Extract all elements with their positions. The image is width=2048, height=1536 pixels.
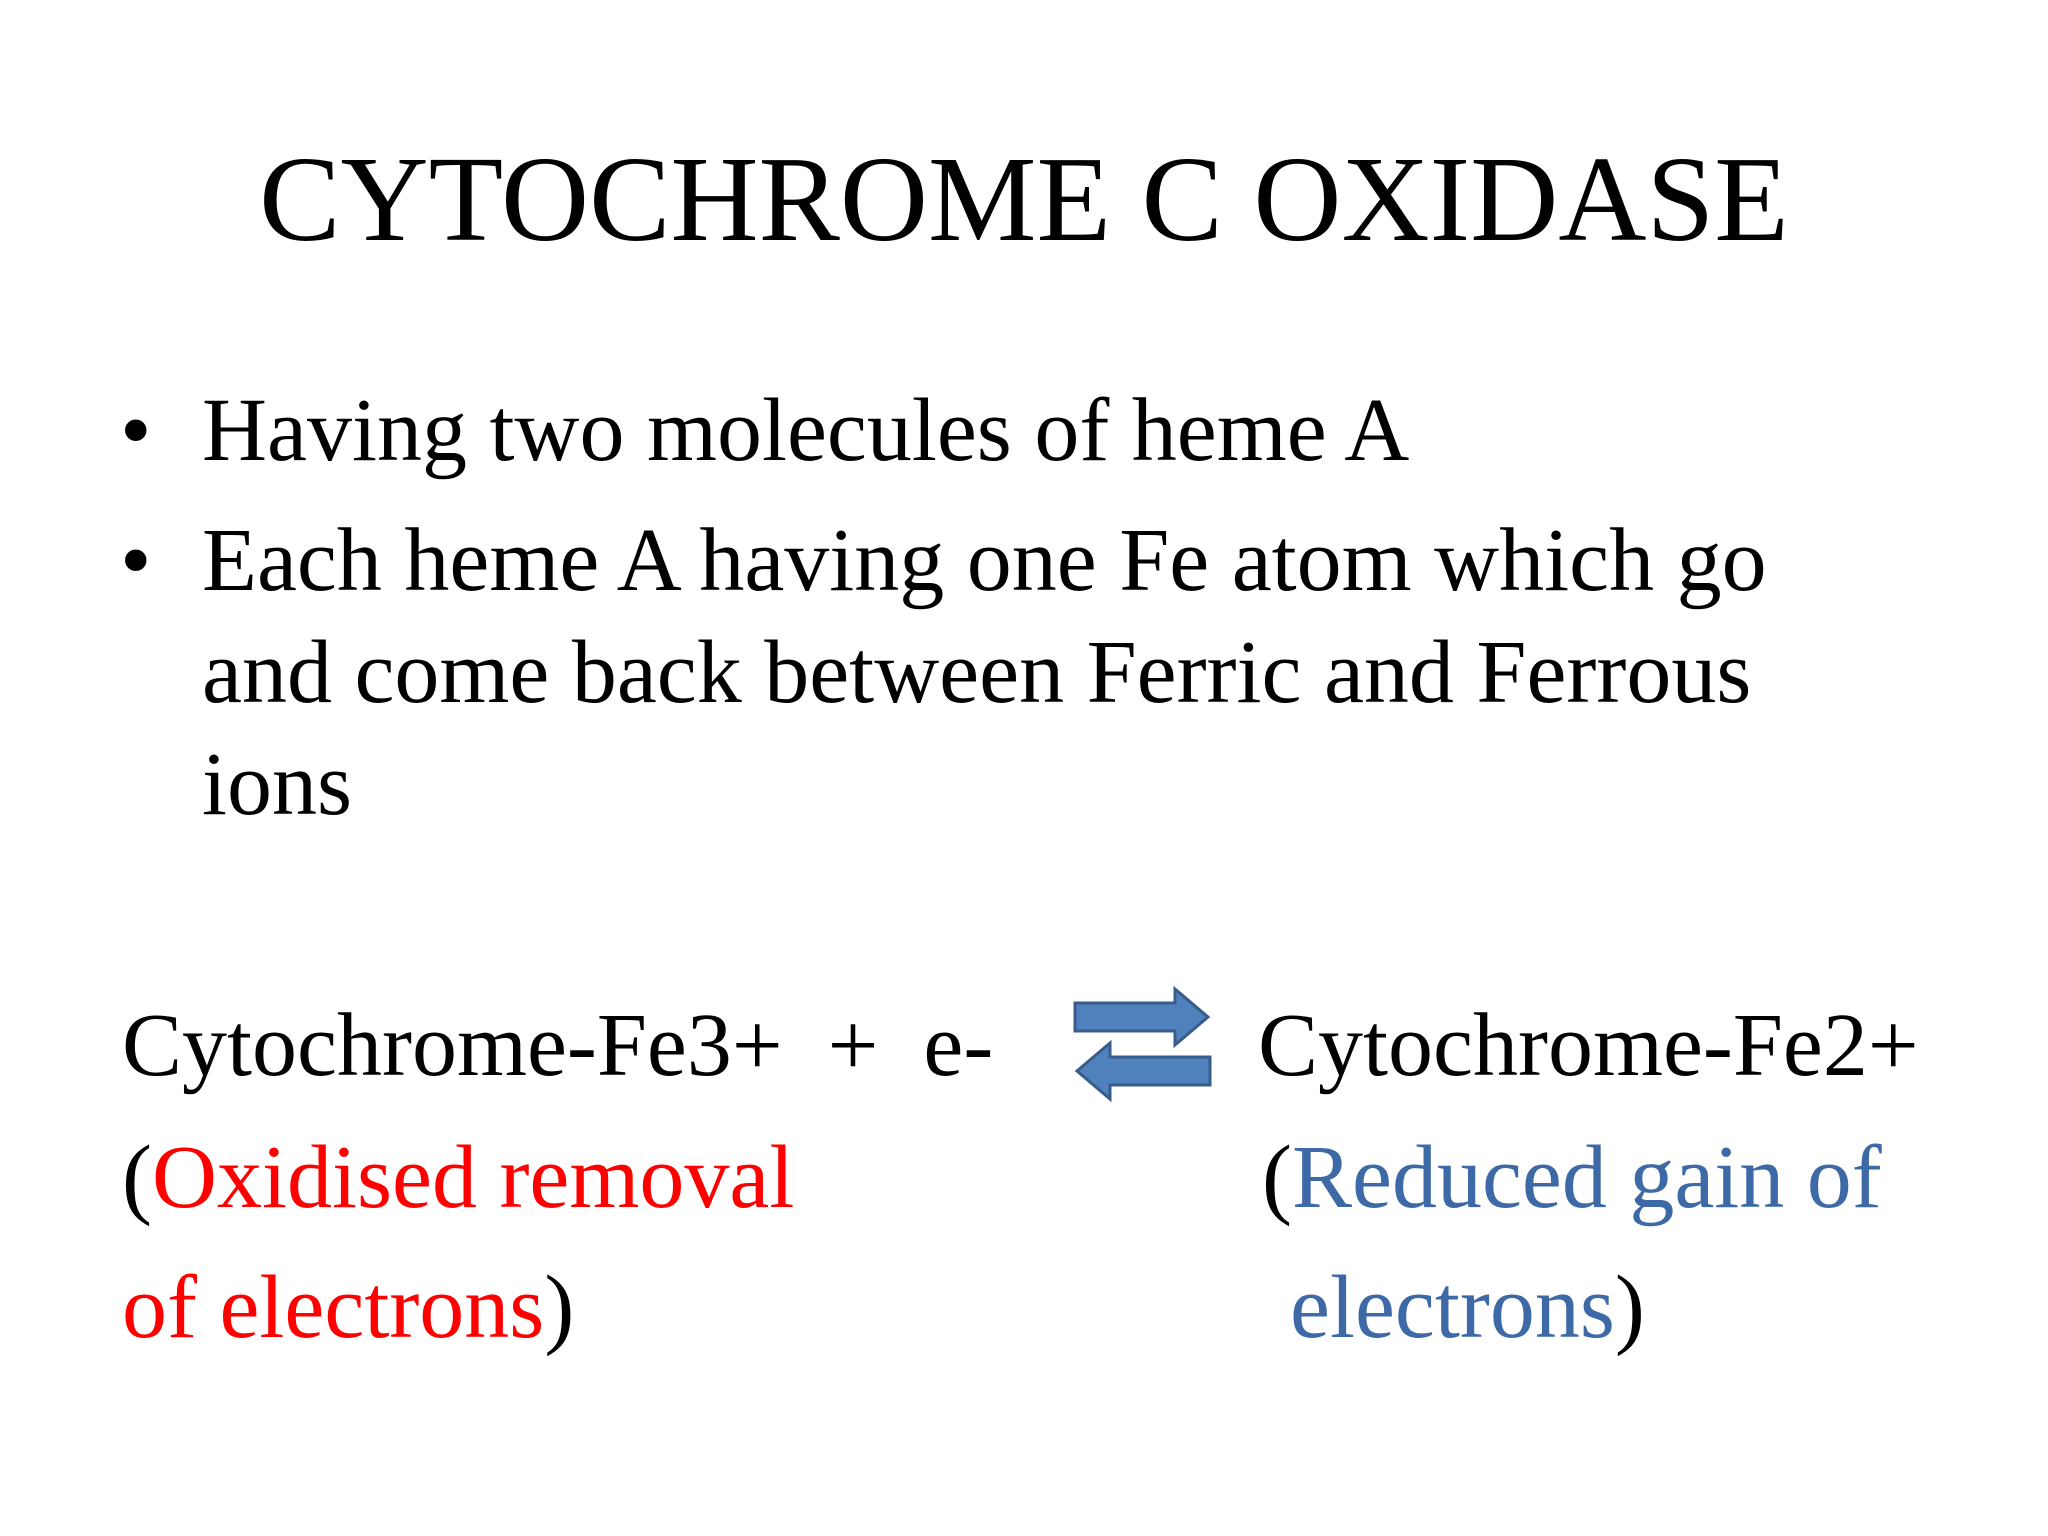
oxidised-note-line2 bbox=[122, 1252, 574, 1364]
reduced-note-line1 bbox=[1262, 1122, 1882, 1234]
left-species: Cytochrome-Fe3+ + e- bbox=[122, 996, 994, 1095]
open-paren: ( bbox=[122, 1128, 152, 1227]
oxidised-label: Oxidised removal bbox=[151, 1128, 795, 1227]
bullet-text: Each heme A having one Fe atom which go and come back between Ferric and Ferrous ions bbox=[202, 511, 1767, 834]
open-paren: ( bbox=[1262, 1128, 1292, 1227]
oxidised-note-line1 bbox=[122, 1122, 794, 1234]
bullet-dot: • bbox=[120, 381, 152, 480]
reduced-label: Reduced gain of bbox=[1291, 1128, 1882, 1227]
bullet-dot: • bbox=[120, 511, 152, 610]
close-paren: ) bbox=[544, 1258, 575, 1357]
bullet-item bbox=[120, 375, 1840, 487]
reversible-arrows-icon bbox=[1070, 985, 1215, 1105]
right-species: Cytochrome-Fe2+ bbox=[1258, 996, 1919, 1095]
bullet-text: Having two molecules of heme A bbox=[202, 381, 1410, 480]
slide-title: CYTOCHROME C OXIDASE bbox=[259, 132, 1789, 267]
bullet-list bbox=[120, 375, 1840, 859]
bullet-item bbox=[120, 505, 1840, 841]
reduced-label-cont: electrons bbox=[1290, 1258, 1615, 1357]
close-paren: ) bbox=[1614, 1258, 1645, 1357]
oxidised-label-cont: of electrons bbox=[122, 1258, 545, 1357]
reduced-note-line2 bbox=[1290, 1252, 1645, 1364]
